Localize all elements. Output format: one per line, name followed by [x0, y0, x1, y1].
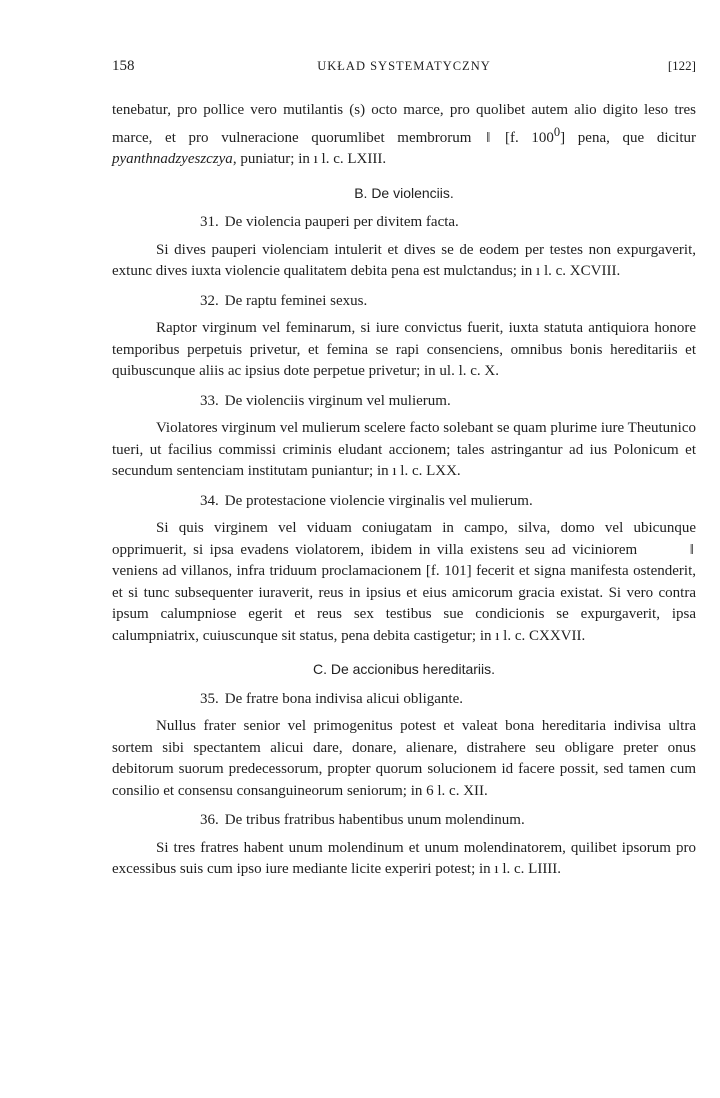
- article-36-number: 36.: [200, 812, 219, 828]
- article-35-text: Nullus frater senior vel primogenitus potest et valeat bona hereditaria indivisa ultra sortem sibi spectantem alicui dare, donare, alienare, distrahere seu obligare preter onus debitorum suorum predecessorum, propter quorum solucionem id facere possit, sed tamen cum consilio et consensu consanguineorum seniorum; in 6 l. c. XII.: [112, 718, 696, 799]
- article-34-heading: De protestacione violencie virginalis vel mulierum.: [224, 492, 533, 509]
- article-33-number: 33.: [200, 392, 219, 409]
- article-36-title: [112, 810, 696, 832]
- article-34-title: [112, 491, 696, 513]
- article-36-heading: De tribus fratribus habentibus unum molendinum.: [224, 812, 525, 828]
- article-35-heading: De fratre bona indivisa alicui obligante.: [224, 690, 463, 707]
- section-heading-c: C. De accionibus hereditariis.: [312, 661, 496, 677]
- opening-text-2: [f. 100: [492, 129, 554, 146]
- running-header: [112, 58, 696, 80]
- article-31-text: Si dives pauperi violenciam intulerit et dives se de eodem per testes non expurgaverit, extunc dives iuxta violencie qualitatem debita pena est mulctandus; in ı l. c. XCVIII.: [112, 241, 696, 279]
- opening-text-1: tenebatur, pro pollice vero mutilantis (s) octo marce, pro quolibet autem alio digito leso tres marce, et pro vulneracione quorumlibet membrorum: [112, 102, 696, 146]
- article-32-heading: De raptu feminei sexus.: [224, 292, 368, 309]
- section-heading-b: B. De violenciis.: [354, 184, 454, 201]
- article-36-text: Si tres fratres habent unum molendinum et unum molendinatorem, quilibet ipsorum pro excessibus suis cum ipso iure mediante licite experiri potest; in ı l. c. LIIII.: [112, 839, 696, 877]
- article-34-text-2: veniens ad villanos, infra triduum proclamacionem [f. 101] fecerit et signa manifesta ostenderit, et si tunc subsequenter iuraverit, reus in ipsius et eius amicorum gracia existat. Si vero contra ipsum calumpniose egerit et reus sex testibus sue condicionis se expurgaverit, ipsa calumpniatrix, cuiuscunque sit status, pena debita castigetur; in ı l. c. CXXVII.: [112, 563, 696, 644]
- document-body: [112, 100, 696, 881]
- folio-reference: [122]: [667, 58, 696, 73]
- folio-marker: ‖: [486, 129, 491, 146]
- article-32-text: Raptor virginum vel feminarum, si iure convictus fuerit, iuxta statuta antiquiora honore temporibus perpetuis privetur, et femina se rapi consenciens, omnibus bonis hereditariis et quibuscunque aliis ac ipsius dote perpetue privetur; in ul. l. c. X.: [112, 320, 696, 379]
- article-33-title: [112, 391, 696, 413]
- article-31-number: 31.: [200, 214, 219, 230]
- article-34-text-1: Si quis virginem vel viduam coniugatam in campo, silva, domo vel ubicunque opprimuerit, si ipsa evadens violatorem, ibidem in villa existens seu ad viciniorem: [112, 520, 696, 558]
- running-title: UKŁAD SYSTEMATYCZNY: [317, 59, 491, 73]
- article-33-text: Violatores virginum vel mulierum scelere facto solebant se quam plurime iure Theutunico tueri, ut facilius commissi criminis eludant accionem; tales astringantur ad ius Polonicum et secundum sentenciam institutam puniantur; in ı l. c. LXX.: [112, 420, 696, 479]
- folio-marker: ‖: [689, 541, 694, 558]
- article-31-heading: De violencia pauperi per divitem facta.: [224, 214, 459, 230]
- article-32-title: [112, 291, 696, 313]
- article-34-number: 34.: [200, 492, 219, 509]
- opening-text-4: , puniatur; in ı l. c. LXIII.: [232, 151, 387, 167]
- opening-superscript: 0: [553, 124, 561, 139]
- opening-paragraph: [112, 100, 696, 171]
- article-31-title: [112, 212, 696, 234]
- article-33-heading: De violenciis virginum vel mulierum.: [224, 392, 451, 409]
- article-34-text: [112, 518, 696, 647]
- opening-italic-term: pyanthnadzyeszczya: [112, 151, 233, 167]
- article-35-number: 35.: [200, 690, 219, 707]
- article-35-title: [112, 689, 696, 711]
- article-32-number: 32.: [200, 292, 219, 309]
- page-number: 158: [112, 58, 135, 74]
- opening-text-3: ] pena, que dicitur: [560, 129, 696, 146]
